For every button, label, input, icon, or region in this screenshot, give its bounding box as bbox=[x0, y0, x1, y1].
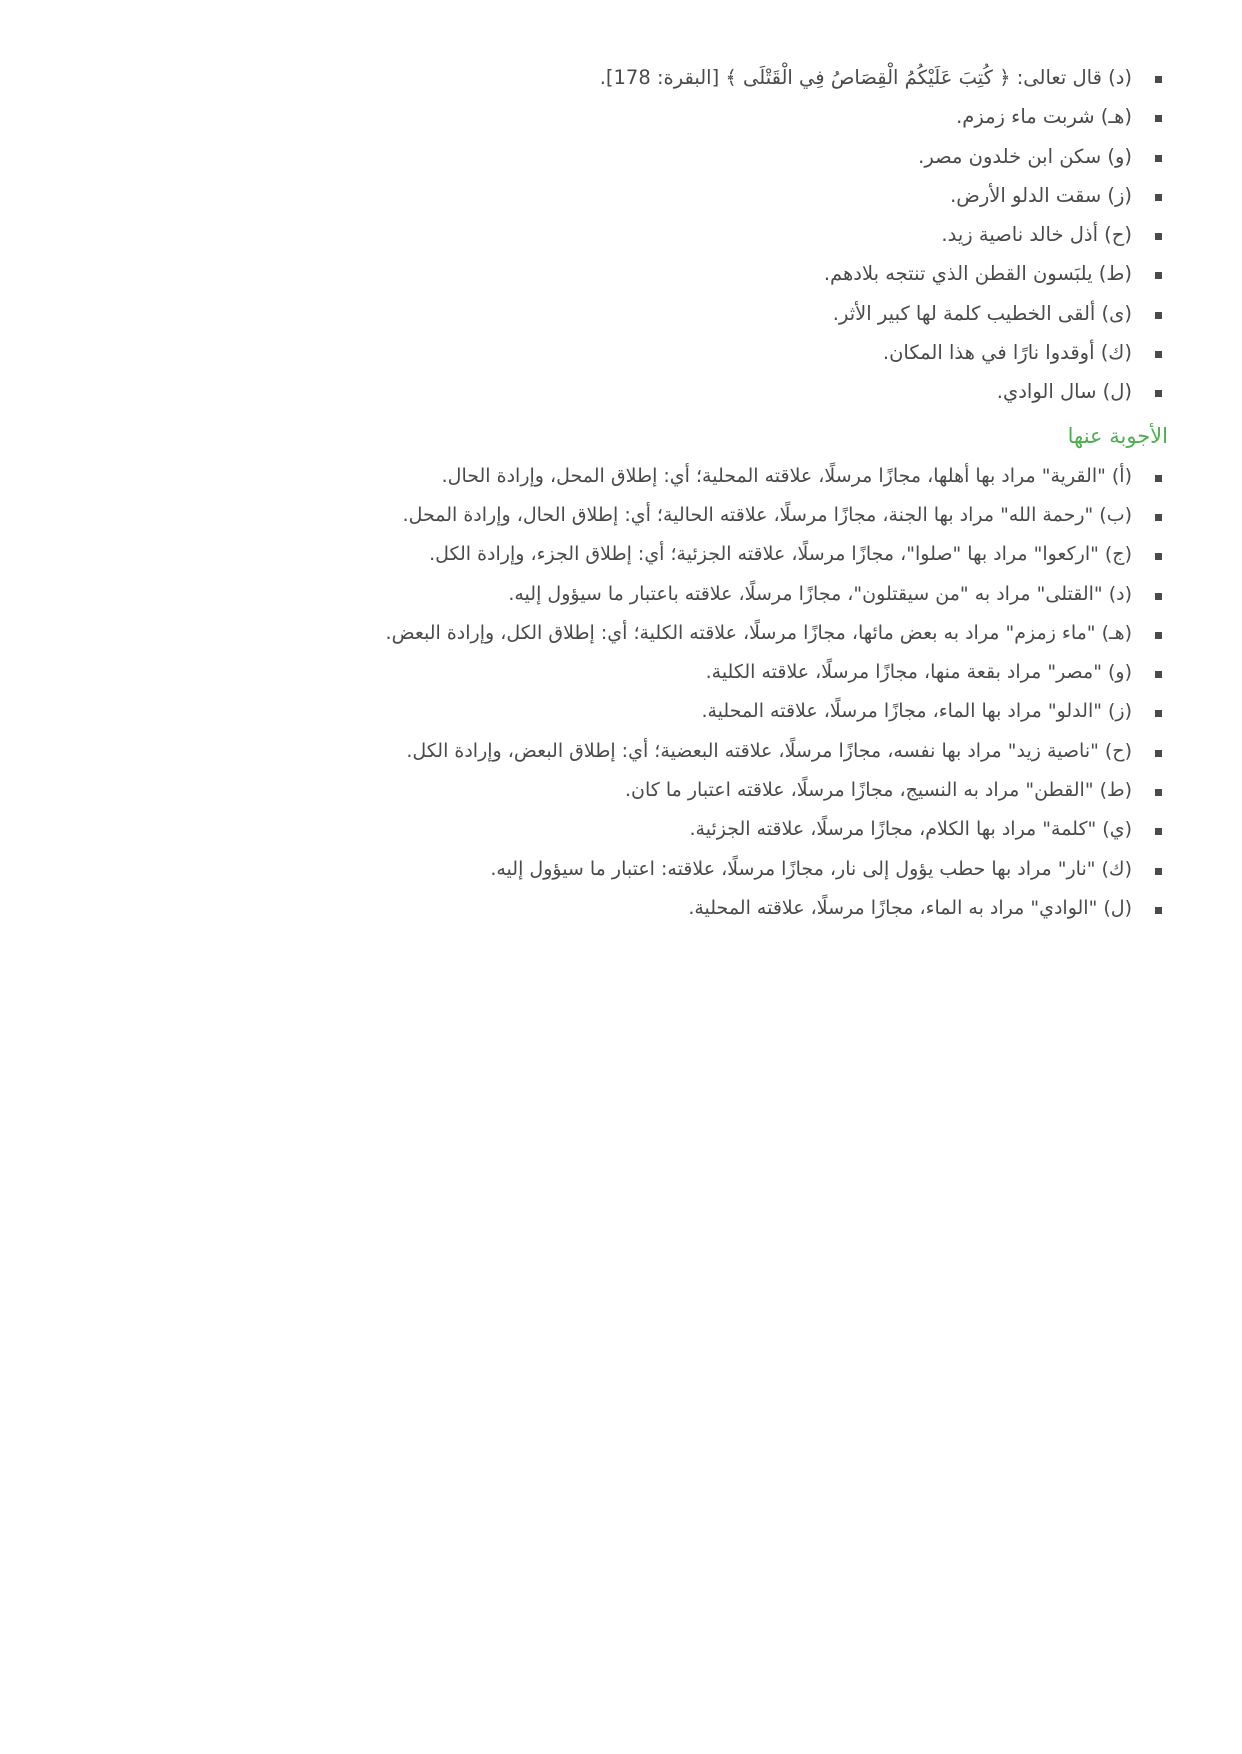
list-item bbox=[108, 889, 1168, 928]
questions-list bbox=[108, 58, 1168, 412]
list-item bbox=[108, 176, 1168, 215]
question-text: (ى) ألقى الخطيب كلمة لها كبير الأثر. bbox=[832, 301, 1132, 325]
question-text: (ك) أوقدوا نارًا في هذا المكان. bbox=[882, 341, 1132, 365]
list-item bbox=[108, 535, 1168, 574]
list-item bbox=[108, 653, 1168, 692]
square-bullet-icon bbox=[1155, 351, 1162, 358]
square-bullet-icon bbox=[1155, 593, 1162, 600]
square-bullet-icon bbox=[1155, 155, 1162, 162]
list-item bbox=[108, 137, 1168, 176]
list-item bbox=[108, 58, 1168, 97]
list-item bbox=[108, 850, 1168, 889]
list-item bbox=[108, 496, 1168, 535]
answer-text: (ط) "القطن" مراد به النسيج، مجازًا مرسلًا، علاقته اعتبار ما كان. bbox=[624, 779, 1132, 802]
question-text: (ل) سال الوادي. bbox=[996, 380, 1132, 404]
list-item bbox=[108, 372, 1168, 411]
square-bullet-icon bbox=[1155, 750, 1162, 757]
square-bullet-icon bbox=[1155, 907, 1162, 914]
square-bullet-icon bbox=[1155, 475, 1162, 482]
square-bullet-icon bbox=[1155, 194, 1162, 201]
square-bullet-icon bbox=[1155, 76, 1162, 83]
answer-text: (د) "القتلى" مراد به "من سيقتلون"، مجازًا مرسلًا، علاقته باعتبار ما سيؤول إليه. bbox=[508, 582, 1132, 605]
square-bullet-icon bbox=[1155, 553, 1162, 560]
list-item bbox=[108, 614, 1168, 653]
answer-text: (ي) "كلمة" مراد بها الكلام، مجازًا مرسلًا، علاقته الجزئية. bbox=[689, 818, 1132, 841]
question-text: (ط) يلبَسون القطن الذي تنتجه بلادهم. bbox=[823, 262, 1132, 286]
square-bullet-icon bbox=[1155, 632, 1162, 639]
square-bullet-icon bbox=[1155, 233, 1162, 240]
square-bullet-icon bbox=[1155, 115, 1162, 122]
answer-text: (ك) "نار" مراد بها حطب يؤول إلى نار، مجازًا مرسلًا، علاقته: اعتبار ما سيؤول إليه. bbox=[490, 857, 1132, 880]
answer-text: (ب) "رحمة الله" مراد بها الجنة، مجازًا مرسلًا، علاقته الحالية؛ أي: إطلاق الحال، وإرادة المحل. bbox=[402, 503, 1132, 526]
answer-text: (أ) "القرية" مراد بها أهلها، مجازًا مرسلًا، علاقته المحلية؛ أي: إطلاق المحل، وإرادة الحال. bbox=[441, 464, 1132, 487]
question-text: (ز) سقت الدلو الأرض. bbox=[950, 183, 1132, 207]
answer-text: (و) "مصر" مراد بقعة منها، مجازًا مرسلًا، علاقته الكلية. bbox=[705, 661, 1132, 684]
list-item bbox=[108, 97, 1168, 136]
question-text: (و) سكن ابن خلدون مصر. bbox=[918, 144, 1132, 168]
question-text: (د) قال تعالى: ﴿ كُتِبَ عَلَيْكُمُ الْقِصَاصُ فِي الْقَتْلَى ﴾ [البقرة: 178]. bbox=[599, 66, 1132, 89]
list-item bbox=[108, 254, 1168, 293]
document-page bbox=[108, 58, 1168, 928]
square-bullet-icon bbox=[1155, 710, 1162, 717]
list-item bbox=[108, 732, 1168, 771]
question-text: (هـ) شربت ماء زمزم. bbox=[956, 105, 1132, 129]
square-bullet-icon bbox=[1155, 828, 1162, 835]
list-item bbox=[108, 457, 1168, 496]
square-bullet-icon bbox=[1155, 514, 1162, 521]
square-bullet-icon bbox=[1155, 671, 1162, 678]
list-item bbox=[108, 771, 1168, 810]
square-bullet-icon bbox=[1155, 789, 1162, 796]
list-item bbox=[108, 575, 1168, 614]
square-bullet-icon bbox=[1155, 868, 1162, 875]
square-bullet-icon bbox=[1155, 272, 1162, 279]
answers-heading: الأجوبة عنها bbox=[1067, 423, 1168, 448]
square-bullet-icon bbox=[1155, 312, 1162, 319]
list-item bbox=[108, 294, 1168, 333]
answer-text: (ل) "الوادي" مراد به الماء، مجازًا مرسلًا، علاقته المحلية. bbox=[688, 896, 1132, 919]
answers-list bbox=[108, 457, 1168, 929]
square-bullet-icon bbox=[1155, 390, 1162, 397]
list-item bbox=[108, 333, 1168, 372]
answer-text: (ز) "الدلو" مراد بها الماء، مجازًا مرسلًا، علاقته المحلية. bbox=[701, 700, 1132, 723]
list-item bbox=[108, 215, 1168, 254]
list-item bbox=[108, 810, 1168, 849]
question-text: (ح) أذل خالد ناصية زيد. bbox=[941, 223, 1132, 247]
answer-text: (ح) "ناصية زيد" مراد بها نفسه، مجازًا مرسلًا، علاقته البعضية؛ أي: إطلاق البعض، وإرادة الكل. bbox=[406, 739, 1132, 762]
answer-text: (ج) "اركعوا" مراد بها "صلوا"، مجازًا مرسلًا، علاقته الجزئية؛ أي: إطلاق الجزء، وإرادة الكل. bbox=[429, 543, 1132, 566]
list-item bbox=[108, 692, 1168, 731]
answer-text: (هـ) "ماء زمزم" مراد به بعض مائها، مجازًا مرسلًا، علاقته الكلية؛ أي: إطلاق الكل، وإرادة البعض. bbox=[385, 621, 1132, 644]
